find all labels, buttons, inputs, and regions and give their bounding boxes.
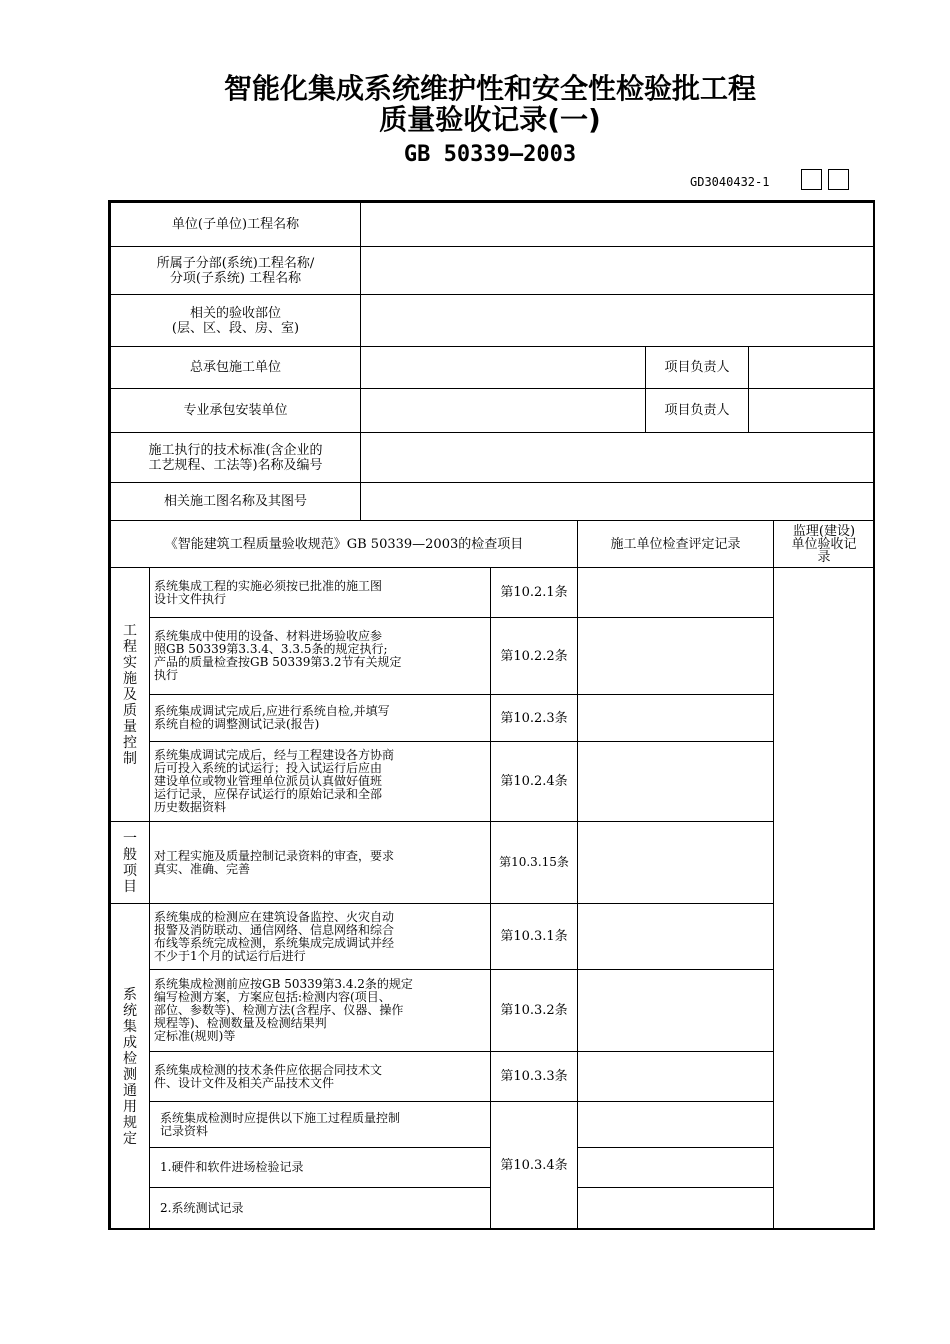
item-text: 系统集成检测时应提供以下施工过程质量控制 记录资料: [149, 1101, 490, 1147]
construction-record-cell[interactable]: [577, 741, 773, 821]
item-text: 1.硬件和软件进场检验记录: [149, 1147, 490, 1187]
group-label-implementation: 工程实施及质量控制: [110, 567, 149, 821]
construction-record-cell[interactable]: [577, 567, 773, 617]
item-clause: 第10.2.3条: [490, 694, 577, 741]
construction-record-cell[interactable]: [577, 1051, 773, 1101]
item-text: 系统集成的检测应在建筑设备监控、火灾自动 报警及消防联动、通信网络、信息网络和综合 布线等系统完成检测，系统集成完成调试并经 不少于1个月的试运行后进行: [149, 903, 490, 969]
group-label-integration-detection: 系统集成检测通用规定: [110, 903, 149, 1229]
field-general-contractor[interactable]: [360, 346, 645, 388]
item-text: 系统集成中使用的设备、材料进场验收应参 照GB 50339第3.3.4、3.3.5条的规定执行; 产品的质量检查按GB 50339第3.2节有关规定 执行: [149, 617, 490, 694]
page-title: 智能化集成系统维护性和安全性检验批工程: [223, 72, 756, 105]
item-clause: 第10.2.4条: [490, 741, 577, 821]
field-specialty-contractor[interactable]: [360, 388, 645, 432]
item-clause: 第10.3.4条: [490, 1101, 577, 1229]
field-sub-project[interactable]: [360, 246, 874, 294]
field-location[interactable]: [360, 294, 874, 346]
item-clause: 第10.3.15条: [490, 821, 577, 903]
item-text: 对工程实施及质量控制记录资料的审查，要求 真实、准确、完善: [149, 821, 490, 903]
construction-record-cell[interactable]: [577, 1101, 773, 1147]
label-project-manager-2: 项目负责人: [645, 388, 748, 432]
field-project-manager-2[interactable]: [748, 388, 874, 432]
label-unit-project: 单位(子单位)工程名称: [110, 202, 360, 246]
field-drawing-name[interactable]: [360, 482, 874, 520]
label-drawing-name: 相关施工图名称及其图号: [110, 482, 360, 520]
group-label-general: 一般项目: [110, 821, 149, 903]
field-standard-name[interactable]: [360, 432, 874, 482]
label-general-contractor: 总承包施工单位: [110, 346, 360, 388]
item-clause: 第10.3.3条: [490, 1051, 577, 1101]
item-clause: 第10.2.1条: [490, 567, 577, 617]
form-code-box-2[interactable]: [828, 169, 849, 190]
page-subtitle: 质量验收记录(一): [379, 103, 601, 136]
construction-record-cell[interactable]: [577, 821, 773, 903]
item-clause: 第10.2.2条: [490, 617, 577, 694]
item-text: 2.系统测试记录: [149, 1187, 490, 1229]
form-code-box-1[interactable]: [801, 169, 822, 190]
field-project-manager-1[interactable]: [748, 346, 874, 388]
construction-record-cell[interactable]: [577, 903, 773, 969]
supervision-record-cell[interactable]: [773, 567, 874, 1229]
form-code: GD3040432-1: [690, 175, 770, 189]
header-construction-record: 施工单位检查评定记录: [577, 520, 773, 567]
label-project-manager-1: 项目负责人: [645, 346, 748, 388]
item-clause: 第10.3.2条: [490, 969, 577, 1051]
item-text: 系统集成检测的技术条件应依据合同技术文 件、设计文件及相关产品技术文件: [149, 1051, 490, 1101]
label-location: 相关的验收部位 (层、区、段、房、室): [110, 294, 360, 346]
label-sub-project: 所属子分部(系统)工程名称/ 分项(子系统) 工程名称: [110, 246, 360, 294]
item-text: 系统集成检测前应按GB 50339第3.4.2条的规定 编写检测方案，方案应包括:检测内容(项目、 部位、参数等)、检测方法(含程序、仪器、操作 规程等)、检测数量及检测结果判 定标准(规则)等: [149, 969, 490, 1051]
item-text: 系统集成工程的实施必须按已批准的施工图 设计文件执行: [149, 567, 490, 617]
header-supervision-record: 监理(建设) 单位验收记 录: [773, 520, 874, 567]
field-unit-project[interactable]: [360, 202, 874, 246]
construction-record-cell[interactable]: [577, 1187, 773, 1229]
construction-record-cell[interactable]: [577, 1147, 773, 1187]
construction-record-cell[interactable]: [577, 694, 773, 741]
construction-record-cell[interactable]: [577, 969, 773, 1051]
standard-code: GB 50339—2003: [403, 142, 577, 167]
construction-record-cell[interactable]: [577, 617, 773, 694]
item-clause: 第10.3.1条: [490, 903, 577, 969]
item-text: 系统集成调试完成后,应进行系统自检,并填写 系统自检的调整测试记录(报告): [149, 694, 490, 741]
header-check-items: 《智能建筑工程质量验收规范》GB 50339—2003的检查项目: [110, 520, 577, 567]
label-specialty-contractor: 专业承包安装单位: [110, 388, 360, 432]
label-standard-name: 施工执行的技术标准(含企业的 工艺规程、工法等)名称及编号: [110, 432, 360, 482]
item-text: 系统集成调试完成后，经与工程建设各方协商 后可投入系统的试运行；投入试运行后应由 建设单位或物业管理单位派员认真做好值班 运行记录，应保存试运行的原始记录和全部 历史数据资料: [149, 741, 490, 821]
